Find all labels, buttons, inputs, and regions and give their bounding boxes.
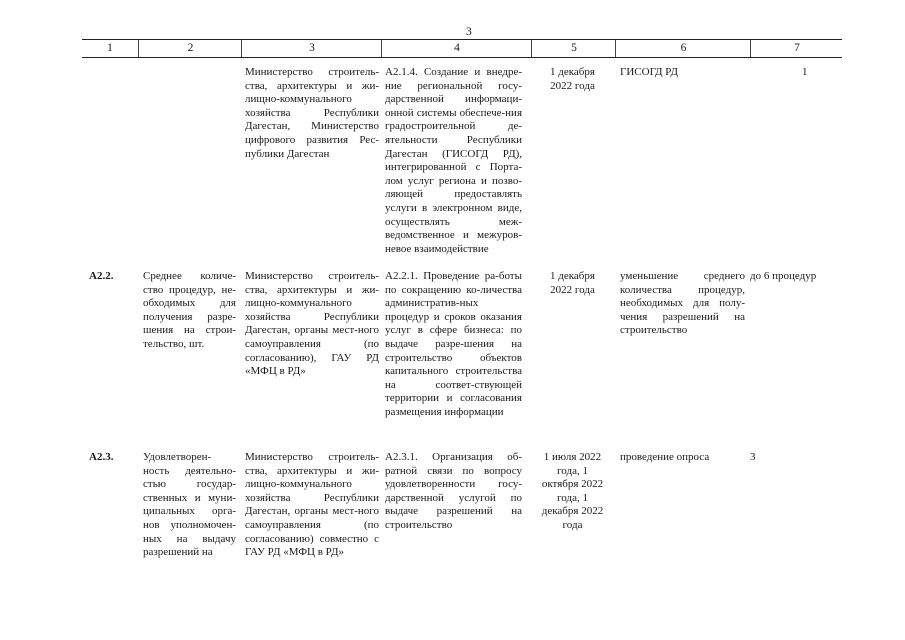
header-col-4: 4 — [381, 40, 532, 57]
row-deadline: 1 декабря 2022 года — [550, 270, 595, 296]
row-action: А2.1.4. Создание и внедре-ние региональной госу-дарственной информаци-онной системы обеспече-ния градостроительной де-ятельности Республики Дагестан (ГИСОГД РД), интегрированной с Порта-лом услуг региона и позво-ляющей предоставлять услуги в электронном виде, осуществлять меж-ведомственное и межуров-невое взаимодействие — [385, 66, 522, 255]
row-responsible: Министерство строитель-ства, архитектуры и жи-лищно-коммунального хозяйства Республики Дагестан, органы мест-ного самоуправления (по согласованию) совместно с ГАУ РД «МФЦ в РД» — [245, 451, 379, 559]
row-code: А2.3. — [89, 451, 114, 463]
row-value: до 6 процедур — [750, 270, 817, 282]
row-value: 1 — [802, 66, 808, 78]
row-value: 3 — [750, 451, 756, 463]
header-col-3: 3 — [241, 40, 382, 57]
row-responsible: Министерство строитель-ства, архитектуры и жи-лищно-коммунального хозяйства Республики Дагестан, Министерство цифрового развития Рес-публики Дагестан — [245, 66, 379, 160]
row-indicator: Удовлетворен-ность деятельно-стью государ-ственных и муни-ципальных орга-нов уполномочен-ных на выдачу разрешений на — [143, 451, 236, 559]
header-col-2: 2 — [138, 40, 242, 57]
header-col-5: 5 — [531, 40, 616, 57]
row-code: А2.2. — [89, 270, 114, 282]
row-action: А2.3.1. Организация об-ратной связи по вопросу удовлетворенности госу-дарственной услугой по выдаче разрешений на строительство — [385, 451, 522, 531]
page-number: 3 — [466, 26, 472, 38]
row-result: проведение опроса — [620, 451, 710, 463]
table-header — [82, 39, 842, 58]
row-result: уменьшение среднего количества процедур, необходимых для полу-чения разрешений на строительство — [620, 270, 745, 337]
row-indicator: Среднее количе-ство процедур, не-обходимых для получения разре-шения на строи-тельство, шт. — [143, 270, 236, 350]
row-responsible: Министерство строитель-ства, архитектуры и жи-лищно-коммунального хозяйства Республики Дагестан, органы мест-ного самоуправления (по согласованию), ГАУ РД «МФЦ в РД» — [245, 270, 379, 378]
row-deadline: 1 июля 2022 года, 1 октября 2022 года, 1 декабря 2022 года — [541, 451, 604, 531]
row-result: ГИСОГД РД — [620, 66, 679, 78]
header-col-7: 7 — [750, 40, 843, 57]
header-col-6: 6 — [615, 40, 751, 57]
row-deadline: 1 декабря 2022 года — [550, 66, 595, 92]
row-action: А2.2.1. Проведение ра-боты по сокращению ко-личества административ-ных процедур и сроков оказания услуг в сфере бизнеса: по выдаче разре-шения на строительство объектов капитального строительства на соответ-ствующей территории и согласования размещения информации — [385, 270, 522, 418]
header-col-1: 1 — [107, 42, 113, 54]
